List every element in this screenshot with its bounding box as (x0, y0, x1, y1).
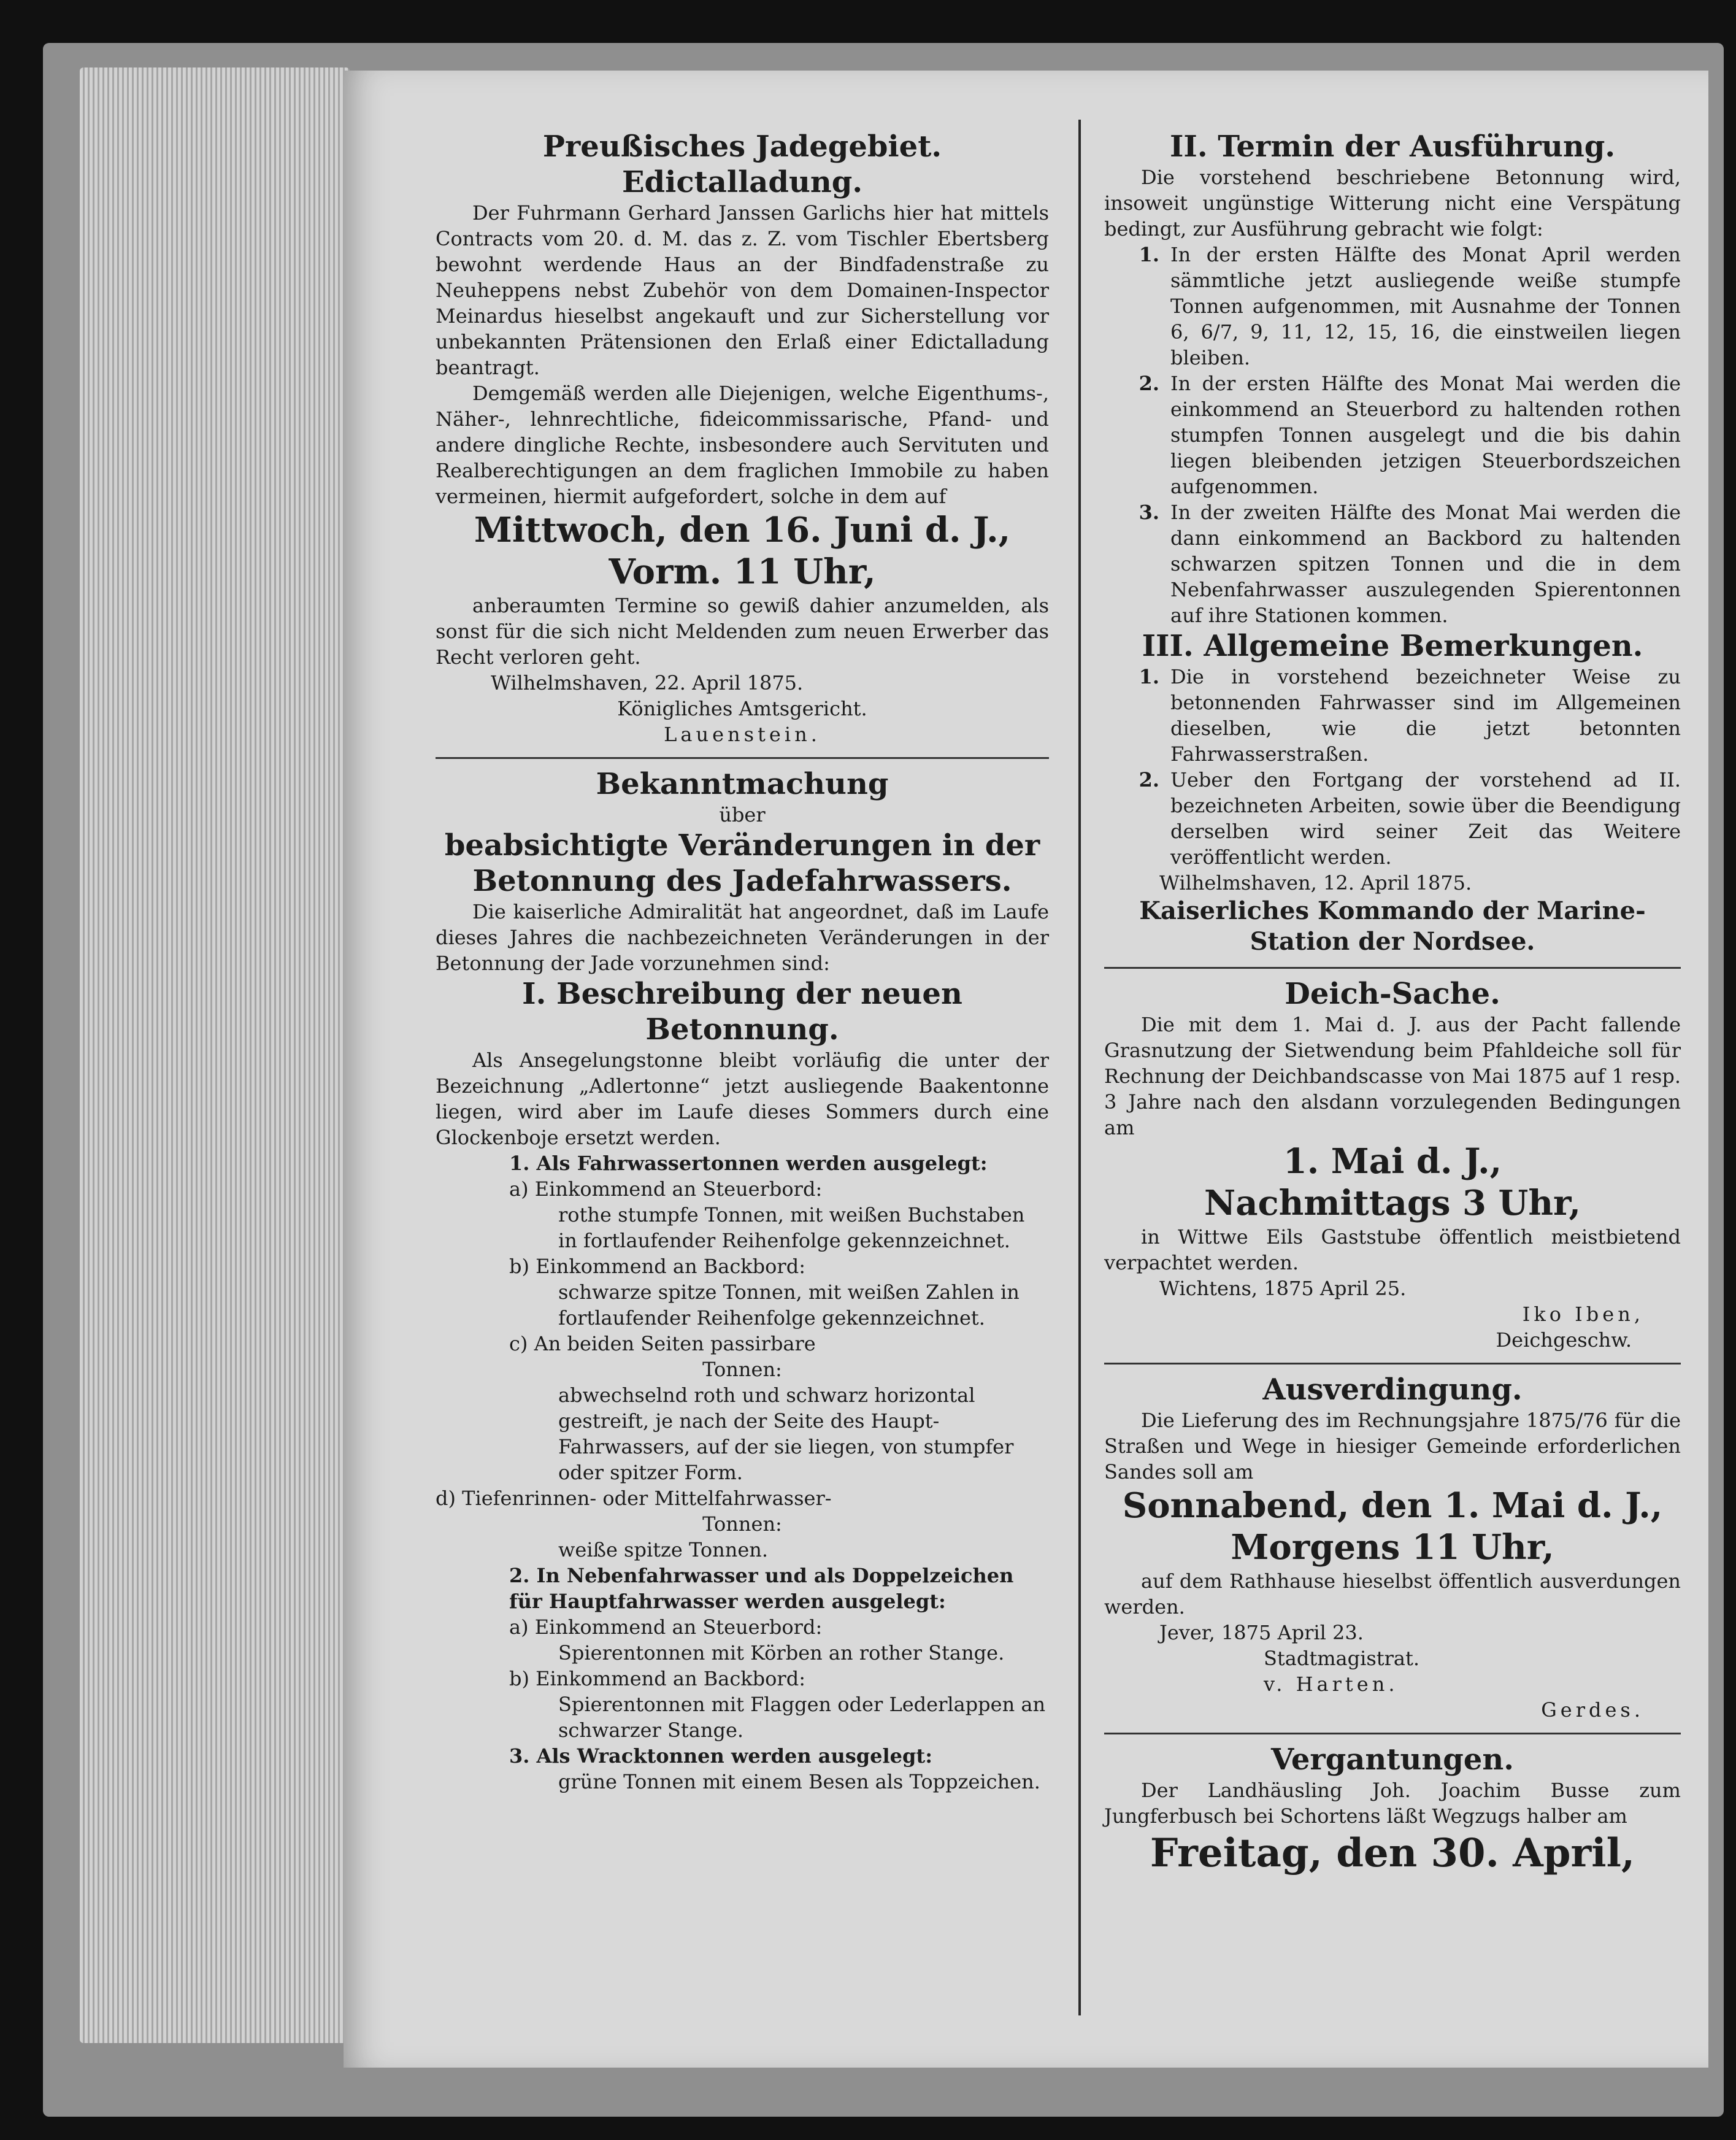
ausv-signer: v. Harten. (1264, 1672, 1399, 1696)
ausv-signer-2: Gerdes. (1541, 1698, 1644, 1722)
deich-signer: Iko Iben, (1522, 1303, 1644, 1326)
ausv-paragraph: Die Lieferung des im Rechnungsjahre 1875/76 für die Straßen und Wege in hiesiger Gemeinde erforderlichen Sandes soll am (1104, 1409, 1681, 1484)
edict-signer: Lauenstein. (664, 723, 821, 746)
list-item-text: In der ersten Hälfte des Monat Mai werden die einkommend an Steuerbord zu haltenden rothen stumpfen Tonnen ausgelegt und die bis dahin liegen bleibenden jetzigen Steuerbordszeichen aufgenommen. (1170, 372, 1681, 498)
edict-title: Edictalladung. (621, 165, 863, 199)
item-2a-text: Spierentonnen mit Körben an rother Stange. (558, 1641, 1005, 1665)
list-item (1104, 371, 1681, 499)
newspaper-page (344, 71, 1708, 2068)
ausv-org: Stadtmagistrat. (1264, 1647, 1420, 1670)
ausv-date: Sonnabend, den 1. Mai d. J., (1122, 1485, 1663, 1526)
list-item-number: 2. (1139, 372, 1159, 395)
separator-rule (1104, 967, 1681, 969)
list-item-text: In der zweiten Hälfte des Monat Mai werden die dann einkommend an Backbord zu haltenden schwarzen spitzen Tonnen und die in dem Nebenfahrwasser auszulegenden Spierentonnen auf ihre Stationen kommen. (1170, 501, 1681, 627)
notice-title: Bekanntmachung (596, 767, 889, 801)
edict-court: Königliches Amtsgericht. (617, 697, 867, 720)
list-item-text: In der ersten Hälfte des Monat April werden sämmtliche jetzt ausliegende weiße stumpfe Tonnen aufgenommen, mit Ausnahme der Tonnen 6, 6/7, 9, 11, 12, 15, 16, die einstweilen liegen bleiben. (1170, 243, 1681, 369)
notice-intro: Die kaiserliche Admiralität hat angeordnet, daß im Laufe dieses Jahres die nachbezeichneten Veränderungen in der Betonnung der Jade vorzunehmen sind: (436, 900, 1049, 975)
item-1d-heading-2: Tonnen: (702, 1512, 782, 1536)
column-divider (1078, 120, 1081, 2015)
edict-date: Mittwoch, den 16. Juni d. J., (474, 510, 1011, 550)
edict-place: Wilhelmshaven, 22. April 1875. (491, 671, 804, 695)
list-item (1104, 499, 1681, 628)
list-item (1104, 767, 1681, 870)
item-1a-heading: a) Einkommend an Steuerbord: (509, 1177, 823, 1201)
edict-paragraph-3: anberaumten Termine so gewiß dahier anzumelden, als sonst für die sich nicht Meldenden zum neuen Erwerber das Recht verloren geht. (436, 594, 1049, 669)
item-1d-text: weiße spitze Tonnen. (558, 1538, 769, 1561)
item-1a-text: rothe stumpfe Tonnen, mit weißen Buchstaben in fortlaufender Reihenfolge gekennzeichnet. (558, 1203, 1025, 1252)
list-item (1104, 664, 1681, 767)
deich-date: 1. Mai d. J., (1283, 1141, 1502, 1182)
deich-time: Nachmittags 3 Uhr, (1204, 1183, 1581, 1223)
section-2-intro: Die vorstehend beschriebene Betonnung wird, insoweit ungünstige Witterung nicht eine Verspätung bedingt, zur Ausführung gebracht wie folgt: (1104, 166, 1681, 241)
item-1d-heading: d) Tiefenrinnen- oder Mittelfahrwasser- (436, 1487, 832, 1510)
deich-paragraph-2: in Wittwe Eils Gaststube öffentlich meistbietend verpachtet werden. (1104, 1225, 1681, 1274)
separator-rule (436, 757, 1049, 759)
item-2a-heading: a) Einkommend an Steuerbord: (509, 1615, 823, 1639)
item-1-heading: 1. Als Fahrwassertonnen werden ausgelegt: (509, 1152, 988, 1175)
edict-paragraph-2: Demgemäß werden alle Diejenigen, welche Eigenthums-, Näher-, lehnrechtliche, fideicommissarische, Pfand- und andere dingliche Rechte, insbesondere auch Servituten und Realberechtigungen an dem fraglichen Immobile zu haben vermeinen, hiermit aufgefordert, solche in dem auf (436, 382, 1049, 508)
item-3-heading: 3. Als Wracktonnen werden ausgelegt: (509, 1744, 932, 1768)
deich-paragraph: Die mit dem 1. Mai d. J. aus der Pacht fallende Grasnutzung der Sietwendung beim Pfahldeiche soll für Rechnung der Deichbandscasse von Mai 1875 auf 1 resp. 3 Jahre nach den alsdann vorzulegenden Bedingungen am (1104, 1013, 1681, 1139)
section-3-heading: III. Allgemeine Bemerkungen. (1142, 629, 1643, 663)
list-item (1104, 242, 1681, 371)
item-1b-heading: b) Einkommend an Backbord: (509, 1255, 805, 1278)
left-column (436, 129, 1049, 1795)
section-3-place: Wilhelmshaven, 12. April 1875. (1159, 871, 1472, 895)
item-1c-heading-2: Tonnen: (702, 1358, 782, 1381)
ausv-paragraph-2: auf dem Rathhause hieselbst öffentlich ausverdungen werden. (1104, 1569, 1681, 1618)
section-1-paragraph: Als Ansegelungstonne bleibt vorläufig die unter der Bezeichnung „Adlertonne“ jetzt ausliegende Baakentonne liegen, wird aber im Laufe dieses Sommers durch eine Glockenboje ersetzt werden. (436, 1049, 1049, 1149)
edict-paragraph-1: Der Fuhrmann Gerhard Janssen Garlichs hier hat mittels Contracts vom 20. d. M. das z. Z. vom Tischler Ebertsberg bewohnt werdende Haus an der Bindfadenstraße zu Neuheppens nebst Zubehör von dem Domainen-Inspector Meinardus hieselbst angekauft und zur Sicherstellung vor unbekannten Prätensionen den Erlaß einer Edictalladung beantragt. (436, 201, 1049, 379)
notice-subtitle-1: beabsichtigte Veränderungen in der (444, 828, 1040, 863)
item-1c-text: abwechselnd roth und schwarz horizontal gestreift, je nach der Seite des Haupt-Fahrwassers, auf der sie liegen, von stumpfer oder spitzer Form. (558, 1384, 1014, 1484)
section-1-heading: I. Beschreibung der neuen Betonnung. (522, 977, 962, 1047)
edict-heading: Preußisches Jadegebiet. (542, 129, 942, 164)
section-2-heading: II. Termin der Ausführung. (1169, 129, 1616, 164)
page-edges (80, 67, 350, 2043)
list-item-number: 3. (1139, 501, 1159, 524)
section-3-signature-1: Kaiserliches Kommando der Marine- (1139, 896, 1646, 925)
notice-uber: über (719, 803, 766, 826)
list-item-number: 2. (1139, 768, 1159, 791)
deich-place: Wichtens, 1875 April 25. (1159, 1277, 1407, 1300)
item-1c-heading: c) An beiden Seiten passirbare (509, 1332, 816, 1355)
separator-rule (1104, 1733, 1681, 1734)
item-3-text: grüne Tonnen mit einem Besen als Toppzeichen. (558, 1770, 1040, 1793)
verg-date: Freitag, den 30. April, (1150, 1830, 1635, 1876)
section-3-signature-2: Station der Nordsee. (1250, 927, 1535, 956)
item-2b-text: Spierentonnen mit Flaggen oder Lederlappen an schwarzer Stange. (558, 1693, 1046, 1742)
list-item-number: 1. (1139, 243, 1159, 266)
notice-subtitle-2: Betonnung des Jadefahrwassers. (472, 864, 1012, 898)
item-2-heading: 2. In Nebenfahrwasser und als Doppelzeichen für Hauptfahrwasser werden ausgelegt: (509, 1564, 1014, 1613)
deich-role: Deichgeschw. (1496, 1328, 1632, 1352)
separator-rule (1104, 1363, 1681, 1364)
ausv-time: Morgens 11 Uhr, (1231, 1527, 1554, 1568)
ausv-place: Jever, 1875 April 23. (1159, 1621, 1364, 1644)
item-2b-heading: b) Einkommend an Backbord: (509, 1667, 805, 1690)
verg-title: Vergantungen. (1271, 1742, 1514, 1777)
edict-time: Vorm. 11 Uhr, (609, 552, 876, 592)
list-item-number: 1. (1139, 665, 1159, 688)
deich-title: Deich-Sache. (1285, 977, 1500, 1011)
list-item-text: Die in vorstehend bezeichneter Weise zu betonnenden Fahrwasser sind im Allgemeinen dieselben, wie die jetzt betonnten Fahrwasserstraßen. (1170, 665, 1681, 766)
item-1b-text: schwarze spitze Tonnen, mit weißen Zahlen in fortlaufender Reihenfolge gekennzeichnet. (558, 1280, 1020, 1330)
list-item-text: Ueber den Fortgang der vorstehend ad II. bezeichneten Arbeiten, sowie über die Beendigung derselben wird seiner Zeit das Weitere veröffentlicht werden. (1170, 768, 1681, 869)
verg-paragraph: Der Landhäusling Joh. Joachim Busse zum Jungferbusch bei Schortens läßt Wegzugs halber am (1104, 1779, 1681, 1828)
right-column (1104, 129, 1681, 1878)
ausv-title: Ausverdingung. (1262, 1372, 1523, 1407)
